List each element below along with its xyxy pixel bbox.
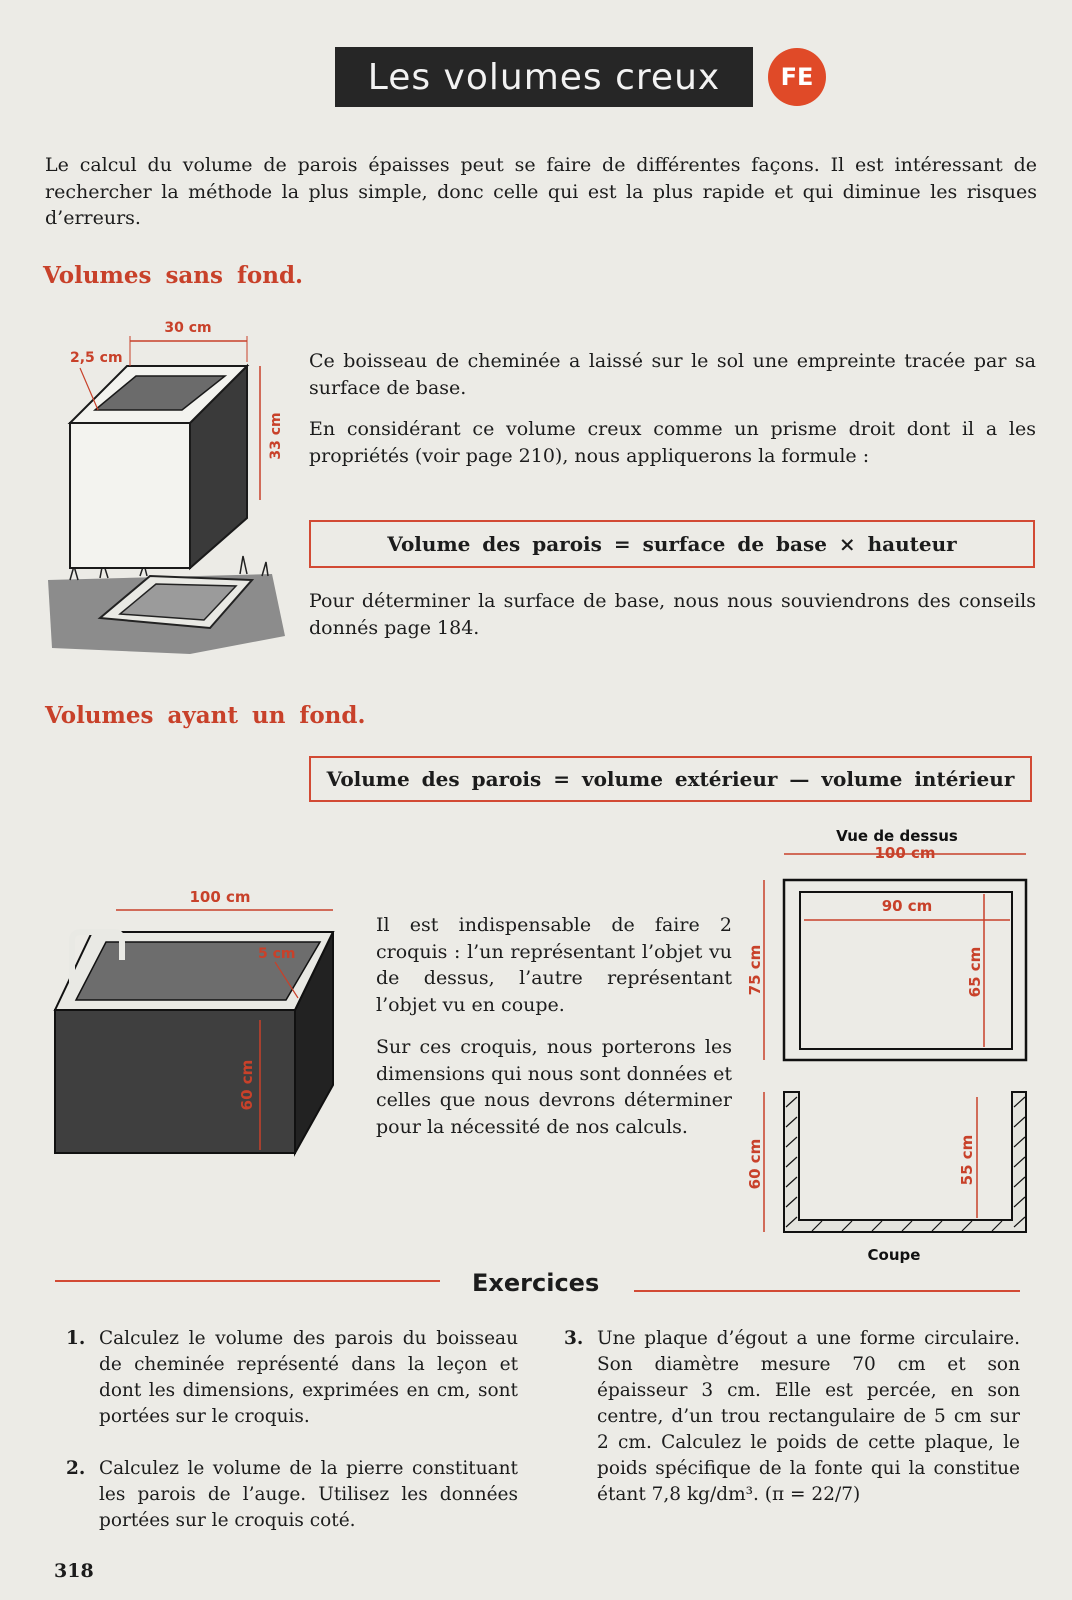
section-hatching [786,1097,1025,1231]
top-inner-width-label: 65 cm [966,946,984,998]
intro-paragraph: Le calcul du volume de parois épaisses peut se faire de différentes façons. Il est intéressant de rechercher la méthode la plus simple, donc celle qui est la plus rapide et qui diminue les risques d’erreurs. [45,154,1037,229]
section2-paragraph-1: Il est indispensable de faire 2 croquis : l’un représentant l’objet vu de dessus, l’autre représentant l’objet vu en coupe. [376,914,732,1016]
exercise-item [66,1456,518,1534]
top-outer-length-label: 100 cm [874,844,936,862]
section1-paragraph-2: En considérant ce volume creux comme un prisme droit dont il a les propriétés (voir page 210), nous appliquerons la formule : [309,418,1036,467]
trough-height-label: 60 cm [238,1059,256,1111]
trough-figure [50,880,350,1165]
top-inner-length-label: 90 cm [881,897,933,915]
page-title: Les volumes creux [335,47,753,107]
exercise-number: 2. [66,1458,86,1479]
section-outer-height-label: 60 cm [746,1138,764,1190]
trough-thickness-label: 5 cm [258,946,296,962]
fe-badge: FE [768,48,826,106]
section-view-walls [784,1092,1026,1232]
section-heading-ayant-fond: Volumes ayant un fond. [45,702,366,729]
flue-thickness-label: 2,5 cm [70,350,123,366]
exercises-rule-right [634,1290,1020,1292]
exercise-number: 3. [564,1328,584,1349]
section-inner-height-label: 55 cm [958,1134,976,1186]
section-heading-sans-fond: Volumes sans fond. [43,262,304,289]
exercise-number: 1. [66,1328,86,1349]
top-view-title: Vue de dessus [836,827,958,845]
exercises-title: Exercices [472,1269,600,1297]
flue-height-label: 33 cm [268,412,284,460]
exercises-rule-left [55,1280,440,1282]
technical-drawings [742,822,1042,1264]
exercise-text: Calculez le volume de la pierre constituant les parois de l’auge. Utilisez les données portées sur le croquis coté. [99,1458,518,1531]
trough-length-label: 100 cm [189,888,251,906]
page-number: 318 [54,1560,94,1582]
trough-front-face [55,1010,295,1153]
exercise-text: Une plaque d’égout a une forme circulaire. Son diamètre mesure 70 cm et son épaisseur 3 cm. Elle est percée, en son centre, d’un trou rectangulaire de 5 cm sur 2 cm. Calculez le poids de cette plaque, le poids spécifique de la fonte qui la constitue étant 7,8 kg/dm³. (π = 22/7) [597,1328,1020,1505]
section2-paragraph-2: Sur ces croquis, nous porterons les dimensions qui nous sont données et celles que nous devrons déterminer pour la nécessité de nos calculs. [376,1036,732,1138]
section1-paragraph-3: Pour déterminer la surface de base, nous nous souviendrons des conseils donnés page 184. [309,590,1036,639]
formula-ayant-fond: Volume des parois = volume extérieur — volume intérieur [309,756,1032,802]
formula-sans-fond: Volume des parois = surface de base × hauteur [309,520,1035,568]
flue-front-face [70,423,190,568]
exercise-text: Calculez le volume des parois du boisseau de cheminée représenté dans la leçon et dont les dimensions, exprimées en cm, sont portées sur le croquis. [99,1328,518,1427]
section1-paragraph-1: Ce boisseau de cheminée a laissé sur le sol une empreinte tracée par sa surface de base. [309,350,1036,399]
section-view-title: Coupe [867,1246,921,1264]
exercise-item [66,1326,518,1430]
top-outer-width-label: 75 cm [746,944,764,996]
chimney-flue-figure [40,318,290,678]
flue-width-label: 30 cm [164,320,212,336]
exercise-item [564,1326,1020,1508]
